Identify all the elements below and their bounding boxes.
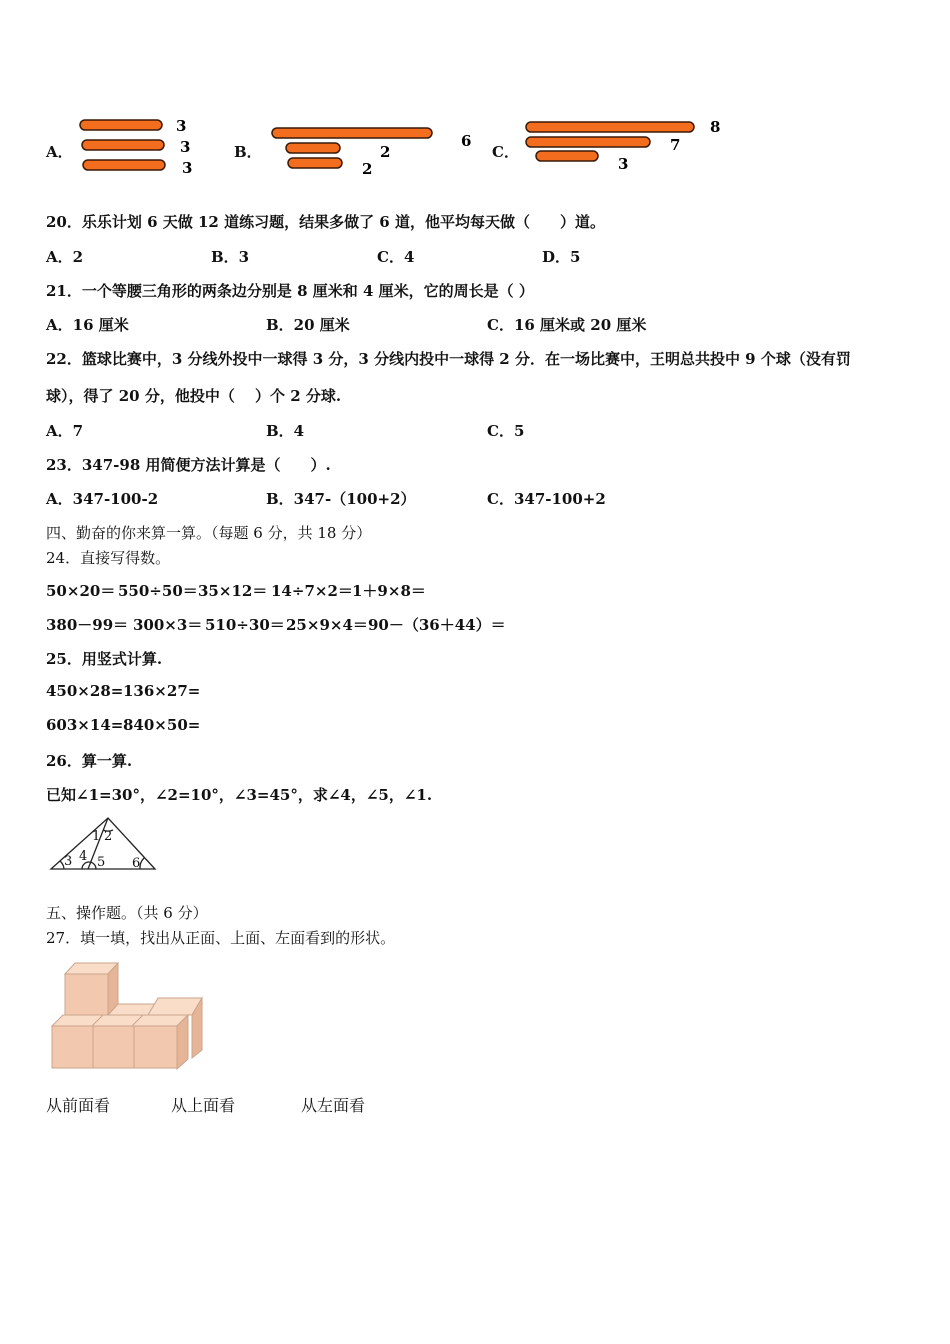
calc-item: 510÷30＝ xyxy=(205,616,285,634)
top-view-label: 从上面看 xyxy=(171,1096,236,1115)
section-5-title: 五、操作题。（共 6 分） xyxy=(46,904,208,922)
front-view-label: 从前面看 xyxy=(46,1096,111,1115)
q23-text: 23．347-98 用简便方法计算是（ ）. xyxy=(46,456,331,474)
q21-text: 21．一个等腰三角形的两条边分别是 8 厘米和 4 厘米，它的周长是（ ） xyxy=(46,282,534,300)
option-b-sticks xyxy=(266,118,481,180)
q20-text: 20．乐乐计划 6 天做 12 道练习题，结果多做了 6 道，他平均每天做（ ）道。 xyxy=(46,213,605,231)
option-a-sticks xyxy=(74,112,204,182)
option-c-sticks xyxy=(520,114,730,176)
triangle-diagram xyxy=(46,812,162,874)
stick xyxy=(82,140,164,150)
angle-arc xyxy=(140,858,144,869)
q25-text: 25．用竖式计算. xyxy=(46,650,163,668)
stick-length-label: 8 xyxy=(710,118,721,136)
q23-option-b[interactable]: B．347-（100+2） xyxy=(266,490,416,508)
calc-item: 50×20＝ xyxy=(46,582,116,600)
stick-length-label: 3 xyxy=(182,159,193,177)
q22-text-line1: 22．篮球比赛中，3 分线外投中一球得 3 分，3 分线内投中一球得 2 分．在一场比赛中，王明总共投中 9 个球（没有罚 xyxy=(46,350,851,368)
stick-length-label: 6 xyxy=(461,132,472,150)
q26-text: 26．算一算. xyxy=(46,752,133,770)
option-c-label[interactable]: C． xyxy=(492,143,519,161)
stick-length-label: 2 xyxy=(380,143,391,161)
q22-option-b[interactable]: B．4 xyxy=(266,422,305,440)
stick-length-label: 3 xyxy=(618,155,629,173)
stick xyxy=(536,151,598,161)
calc-item: 35×12＝ xyxy=(198,582,268,600)
stick-length-label: 3 xyxy=(180,138,191,156)
calc-item: 90－（36＋44）＝ xyxy=(368,616,506,634)
q23-option-c[interactable]: C．347-100+2 xyxy=(487,490,606,508)
q22-option-c[interactable]: C．5 xyxy=(487,422,525,440)
q22-text-line2: 球），得了 20 分，他投中（ ）个 2 分球. xyxy=(46,387,342,405)
cube-front-face xyxy=(93,1026,135,1068)
stick xyxy=(526,137,650,147)
calc-item: 380－99＝ xyxy=(46,616,129,634)
q24-text: 24．直接写得数。 xyxy=(46,549,171,567)
stick-length-label: 7 xyxy=(670,136,681,154)
stick xyxy=(286,143,340,153)
angle-label: 5 xyxy=(97,855,106,870)
angle-label: 4 xyxy=(79,849,88,864)
q20-option-d[interactable]: D．5 xyxy=(542,248,581,266)
stick xyxy=(80,120,162,130)
section-4-title: 四、勤奋的你来算一算。（每题 6 分，共 18 分） xyxy=(46,524,372,542)
calc-item: 14÷7×2＝ xyxy=(271,582,353,600)
cube-stack-figure xyxy=(46,958,208,1074)
q21-option-b[interactable]: B．20 厘米 xyxy=(266,316,350,334)
q20-option-a[interactable]: A．2 xyxy=(46,248,84,266)
stick-length-label: 3 xyxy=(176,117,187,135)
stick xyxy=(83,160,165,170)
calc-item: 136×27= xyxy=(123,682,201,700)
calc-item: 1＋9×8＝ xyxy=(352,582,426,600)
calc-item: 603×14= xyxy=(46,716,124,734)
calc-item: 25×9×4＝ xyxy=(286,616,368,634)
stick xyxy=(526,122,694,132)
angle-label: 3 xyxy=(64,854,73,869)
angle-label: 2 xyxy=(104,829,113,844)
option-a-label[interactable]: A． xyxy=(46,143,73,161)
q27-text: 27．填一填，找出从正面、上面、左面看到的形状。 xyxy=(46,929,396,947)
stick xyxy=(272,128,432,138)
q22-option-a[interactable]: A．7 xyxy=(46,422,84,440)
stick xyxy=(288,158,342,168)
q23-option-a[interactable]: A．347-100-2 xyxy=(46,490,159,508)
calc-item: 450×28= xyxy=(46,682,124,700)
q21-option-a[interactable]: A．16 厘米 xyxy=(46,316,129,334)
cube-front-face xyxy=(134,1026,177,1068)
angle-label: 6 xyxy=(132,856,141,871)
q20-option-c[interactable]: C．4 xyxy=(377,248,415,266)
cube-front-face xyxy=(52,1026,94,1068)
calc-item: 300×3＝ xyxy=(133,616,203,634)
q26-given: 已知∠1=30°，∠2=10°，∠3=45°，求∠4，∠5，∠1. xyxy=(46,786,433,804)
q20-option-b[interactable]: B．3 xyxy=(211,248,250,266)
calc-item: 840×50= xyxy=(123,716,201,734)
cube-front-face xyxy=(65,974,108,1015)
angle-label: 1 xyxy=(92,829,101,844)
stick-length-label: 2 xyxy=(362,160,373,178)
option-b-label[interactable]: B． xyxy=(234,143,262,161)
q21-option-c[interactable]: C．16 厘米或 20 厘米 xyxy=(487,316,647,334)
calc-item: 550÷50＝ xyxy=(118,582,198,600)
left-view-label: 从左面看 xyxy=(301,1096,366,1115)
